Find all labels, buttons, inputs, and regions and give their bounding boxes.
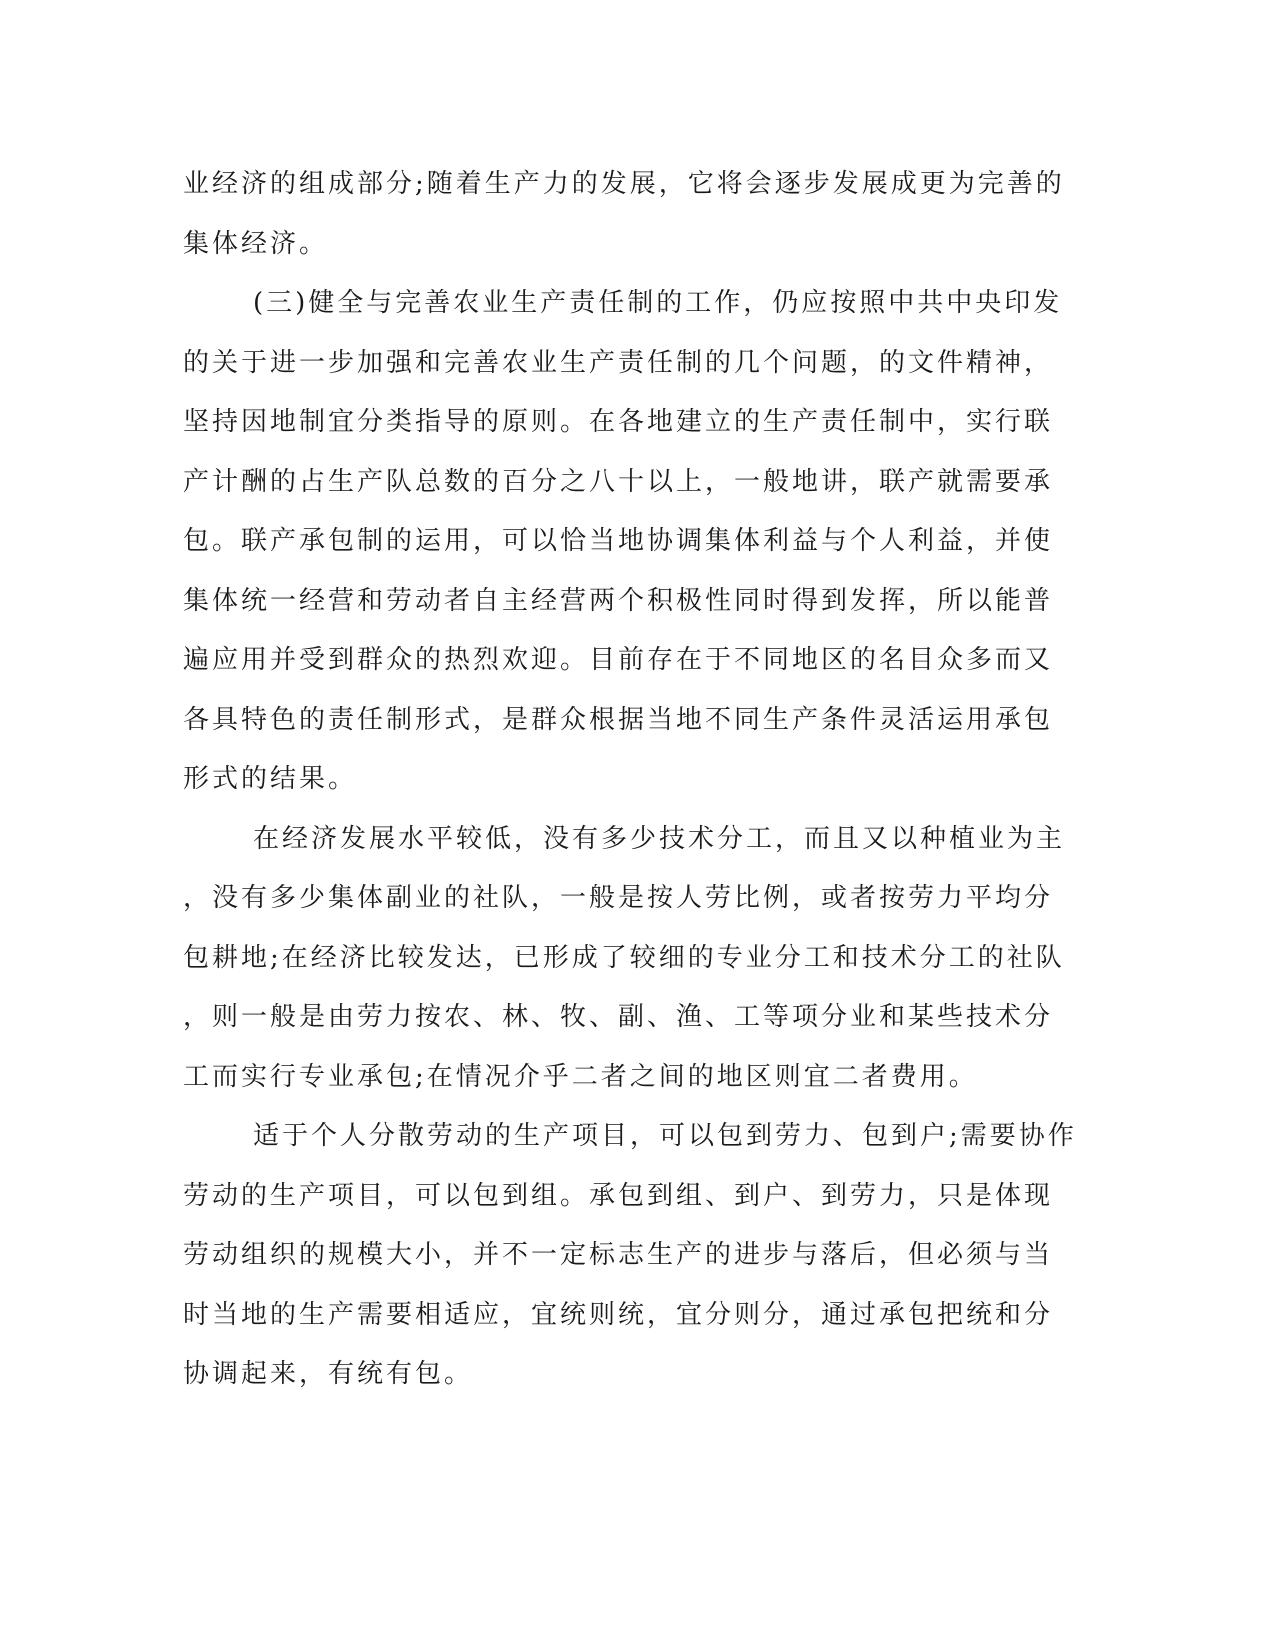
paragraph-3 [183,810,1066,1108]
text-line: (三)健全与完善农业生产责任制的工作，仍应按照中共中央印发 [253,288,1063,318]
text-line: 工而实行专业承包;在情况介乎二者之间的地区则宜二者费用。 [183,1061,978,1092]
text-line: 协调起来，有统有包。 [183,1359,474,1389]
text-line: ，则一般是由劳力按农、林、牧、副、渔、工等项分业和某些技术分 [183,1002,1054,1032]
text-line: 适于个人分散劳动的生产项目，可以包到劳力、包到户;需要协作 [253,1121,1077,1151]
text-line: ，没有多少集体副业的社队，一般是按人劳比例，或者按劳力平均分 [183,883,1054,913]
text-line: 形式的结果。 [183,764,358,794]
text-line: 劳动组织的规模大小，并不一定标志生产的进步与落后，但必须与当 [183,1240,1054,1270]
body-text [183,155,1077,1405]
text-line: 业经济的组成部分;随着生产力的发展，它将会逐步发展成更为完善的 [183,169,1065,199]
text-line: 产计酬的占生产队总数的百分之八十以上，一般地讲，联产就需要承 [183,466,1054,497]
text-line: 劳动的生产项目，可以包到组。承包到组、到户、到劳力，只是体现 [183,1180,1054,1211]
text-line: 坚持因地制宜分类指导的原则。在各地建立的生产责任制中，实行联 [183,407,1054,437]
text-line: 包耕地;在经济比较发达，已形成了较细的专业分工和技术分工的社队 [183,942,1065,973]
text-line: 集体经济。 [183,228,329,259]
text-line: 在经济发展水平较低，没有多少技术分工，而且又以种植业为主 [253,823,1066,854]
paragraph-1 [183,155,1065,274]
text-line: 集体统一经营和劳动者自主经营两个积极性同时得到发挥，所以能普 [183,585,1054,616]
text-line: 的关于进一步加强和完善农业生产责任制的几个问题，的文件精神， [183,347,1054,378]
text-line: 各具特色的责任制形式，是群众根据当地不同生产条件灵活运用承包 [183,704,1054,735]
text-line: 时当地的生产需要相适应，宜统则统，宜分则分，通过承包把统和分 [183,1299,1054,1330]
paragraph-4 [183,1107,1077,1405]
paragraph-2 [183,274,1063,810]
text-line: 遍应用并受到群众的热烈欢迎。目前存在于不同地区的名目众多而又 [183,645,1054,675]
text-line: 包。联产承包制的运用，可以恰当地协调集体利益与个人利益，并使 [183,526,1054,556]
